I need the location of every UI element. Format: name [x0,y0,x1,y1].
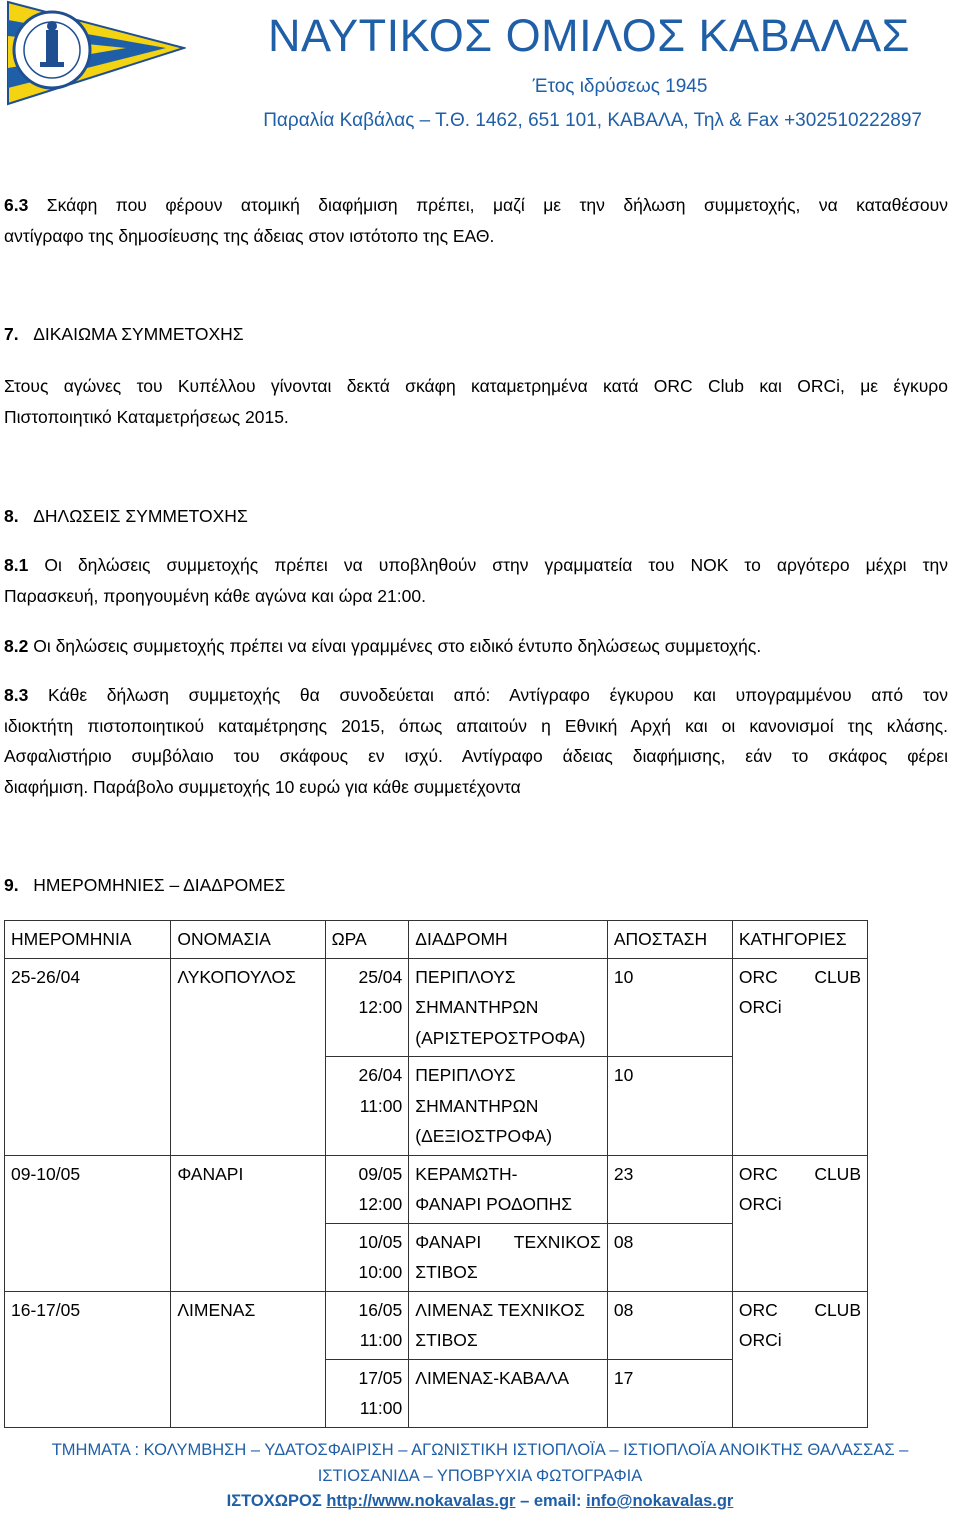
route-word: ΤΕΧΝΙΚΟΣ [513,1231,601,1252]
event-date: 25-26/04 [5,958,171,1155]
paragraph-text: Πιστοποιητικό Καταμετρήσεως 2015. [4,406,289,427]
leg-distance: 23 [607,1155,732,1223]
category: CLUB [814,966,861,987]
leg-route [409,1155,608,1223]
paragraph-text: αντίγραφο της δημοσίευσης της άδειας στον ιστότοπο της ΕΑΘ. [4,225,495,246]
club-logo-flag [6,0,186,108]
leg-date: 17/05 [358,1367,403,1388]
leg-route [409,1291,608,1359]
event-name: ΦΑΝΑΡΙ [171,1155,325,1291]
table-row [5,958,868,1057]
leg-hour: 11:00 [359,1330,403,1350]
column-header: ΔΙΑΔΡΟΜΗ [409,921,608,959]
route-line: ΛΙΜΕΝΑΣ ΤΕΧΝΙΚΟΣ [415,1299,585,1320]
route-line: ΣΤΙΒΟΣ [415,1330,478,1350]
leg-hour: 10:00 [358,1262,403,1282]
route-line: ΣΗΜΑΝΤΗΡΩΝ [415,997,539,1017]
section-number: 8.2 [4,636,29,656]
website-link[interactable]: http://www.nokavalas.gr [326,1492,516,1510]
leg-time [325,958,409,1057]
email-link[interactable]: info@nokavalas.gr [586,1492,734,1510]
section-7-body [4,371,948,432]
route-word: ΦΑΝΑΡΙ [415,1231,482,1252]
column-header: ΟΝΟΜΑΣΙΑ [171,921,325,959]
route-line: ΣΤΙΒΟΣ [415,1262,478,1282]
category: CLUB [814,1299,861,1320]
leg-date: 26/04 [358,1065,403,1085]
category: ORCi [738,997,782,1017]
route-line: (ΔΕΞΙΟΣΤΡΟΦΑ) [415,1126,553,1146]
footer-departments-cont: ΙΣΤΙΟΣΑΝΙΔΑ – ΥΠΟΒΡΥΧΙΑ ΦΩΤΟΓΡΑΦΙΑ [317,1467,643,1485]
footer-contact [0,1492,960,1511]
section-8-3 [4,680,948,802]
category: ORCi [738,1194,782,1214]
paragraph-text: Οι δηλώσεις συμμετοχής πρέπει να είναι γραμμένες στο ειδικό έντυπο δηλώσεως συμμετοχής. [33,636,762,656]
section-title: ΔΗΛΩΣΕΙΣ ΣΥΜΜΕΤΟΧΗΣ [33,506,248,526]
leg-hour: 11:00 [359,1398,403,1418]
route-line: ΛΙΜΕΝΑΣ-ΚΑΒΑΛΑ [415,1367,570,1388]
route-line: ΚΕΡΑΜΩΤΗ- [415,1163,518,1184]
route-line: ΠΕΡΙΠΛΟΥΣ [415,1065,516,1085]
leg-date: 10/05 [358,1231,403,1252]
column-header: ΩΡΑ [325,921,409,959]
section-number: 7. [4,324,19,344]
column-header: ΑΠΟΣΤΑΣΗ [607,921,732,959]
club-address: Παραλία Καβάλας – Τ.Θ. 1462, 651 101, ΚΑΒΑΛΑ, Τηλ & Fax +302510222897 [263,110,922,131]
section-number: 8. [4,506,19,526]
route-line: ΠΕΡΙΠΛΟΥΣ [415,966,516,987]
table-row [5,1291,868,1359]
leg-date: 09/05 [358,1163,403,1184]
route-line: ΦΑΝΑΡΙ ΡΟΔΟΠΗΣ [415,1194,573,1214]
column-header: ΗΜΕΡΟΜΗΝΙΑ [5,921,171,959]
section-8-2 [4,631,948,662]
leg-hour: 12:00 [358,1194,403,1214]
table-row [5,1155,868,1223]
leg-date: 16/05 [358,1299,403,1320]
schedule-table [4,920,868,1428]
category: ORC [738,1163,778,1184]
leg-hour: 11:00 [359,1095,403,1116]
leg-hour: 12:00 [358,997,403,1017]
leg-time [325,1223,409,1291]
section-7-heading [4,319,948,350]
paragraph-text: Ασφαλιστήριο συμβόλαιο του σκάφους εν ισχύ. Αντίγραφο άδειας διαφήμισης, εάν το σκάφος φέρει [4,746,948,766]
leg-route [409,1359,608,1427]
leg-time [325,1155,409,1223]
category: ORC [738,966,778,987]
section-6-3 [4,190,948,251]
category: ORCi [738,1330,782,1350]
route-line: ΣΗΜΑΝΤΗΡΩΝ [415,1095,539,1116]
footer-separator: – [520,1492,530,1510]
leg-date: 25/04 [358,966,403,987]
section-number: 6.3 [4,195,29,215]
leg-route [409,1057,608,1156]
category: ORC [738,1299,778,1320]
section-number: 9. [4,875,19,895]
section-8-heading [4,501,948,532]
section-number: 8.3 [4,685,29,705]
paragraph-text: ιδιοκτήτη πιστοποιητικού καταμέτρησης 2015, όπως απαιτούν η Εθνική Αρχή και οι κανονισμοί της κλάσης. [4,715,948,736]
paragraph-text: Οι δηλώσεις συμμετοχής πρέπει να υποβληθούν στην γραμματεία του ΝΟΚ το αργότερο μέχρι την [44,555,948,575]
paragraph-text: Σκάφη που φέρουν ατομική διαφήμιση πρέπει, μαζί με την δήλωση συμμετοχής, να καταθέσουν [46,195,948,215]
event-name: ΛΙΜΕΝΑΣ [171,1291,325,1427]
website-label: ΙΣΤΟΧΩΡΟΣ [226,1492,322,1510]
email-label: email: [533,1492,582,1510]
footer-departments: ΤΜΗΜΑΤΑ : ΚΟΛΥΜΒΗΣΗ – ΥΔΑΤΟΣΦΑΙΡΙΣΗ – ΑΓΩΝΙΣΤΙΚΗ ΙΣΤΙΟΠΛΟΪΑ – ΙΣΤΙΟΠΛΟΪΑ ΑΝΟΙΚΤΗΣ ΘΑΛΑΣΣΑΣ – [51,1441,909,1459]
leg-distance: 10 [607,958,732,1057]
club-title: ΝΑΥΤΙΚΟΣ ΟΜΙΛΟΣ ΚΑΒΑΛΑΣ [267,10,910,61]
section-8-1 [4,550,948,611]
paragraph-text: Στους αγώνες του Κυπέλλου γίνονται δεκτά σκάφη καταμετρημένα κατά ORC Club και ORCi, με έγκυρο [4,376,948,396]
paragraph-text: διαφήμιση. Παράβολο συμμετοχής 10 ευρώ για κάθε συμμετέχοντα [4,776,521,797]
table-header-row [5,921,868,959]
founded-year: Έτος ιδρύσεως 1945 [532,76,708,97]
section-9-heading [4,870,948,901]
event-date: 09-10/05 [5,1155,171,1291]
route-line: (ΑΡΙΣΤΕΡΟΣΤΡΟΦΑ) [415,1027,586,1048]
leg-distance: 08 [607,1223,732,1291]
leg-distance: 10 [607,1057,732,1156]
column-header: ΚΑΤΗΓΟΡΙΕΣ [732,921,867,959]
leg-route [409,1223,608,1291]
event-date: 16-17/05 [5,1291,171,1427]
event-categories [732,958,867,1155]
leg-time [325,1057,409,1156]
category: CLUB [814,1163,861,1184]
event-categories [732,1291,867,1427]
section-number: 8.1 [4,555,29,575]
leg-distance: 08 [607,1291,732,1359]
paragraph-text: Παρασκευή, προηγουμένη κάθε αγώνα και ώρα 21:00. [4,585,426,606]
leg-distance: 17 [607,1359,732,1427]
paragraph-text: Κάθε δήλωση συμμετοχής θα συνοδεύεται από: Αντίγραφο έγκυρου και υπογραμμένου από τον [48,685,948,705]
leg-time [325,1359,409,1427]
section-title: ΗΜΕΡΟΜΗΝΙΕΣ – ΔΙΑΔΡΟΜΕΣ [33,875,286,895]
leg-route [409,958,608,1057]
event-categories [732,1155,867,1291]
event-name: ΛΥΚΟΠΟΥΛΟΣ [171,958,325,1155]
section-title: ΔΙΚΑΙΩΜΑ ΣΥΜΜΕΤΟΧΗΣ [33,324,244,344]
leg-time [325,1291,409,1359]
